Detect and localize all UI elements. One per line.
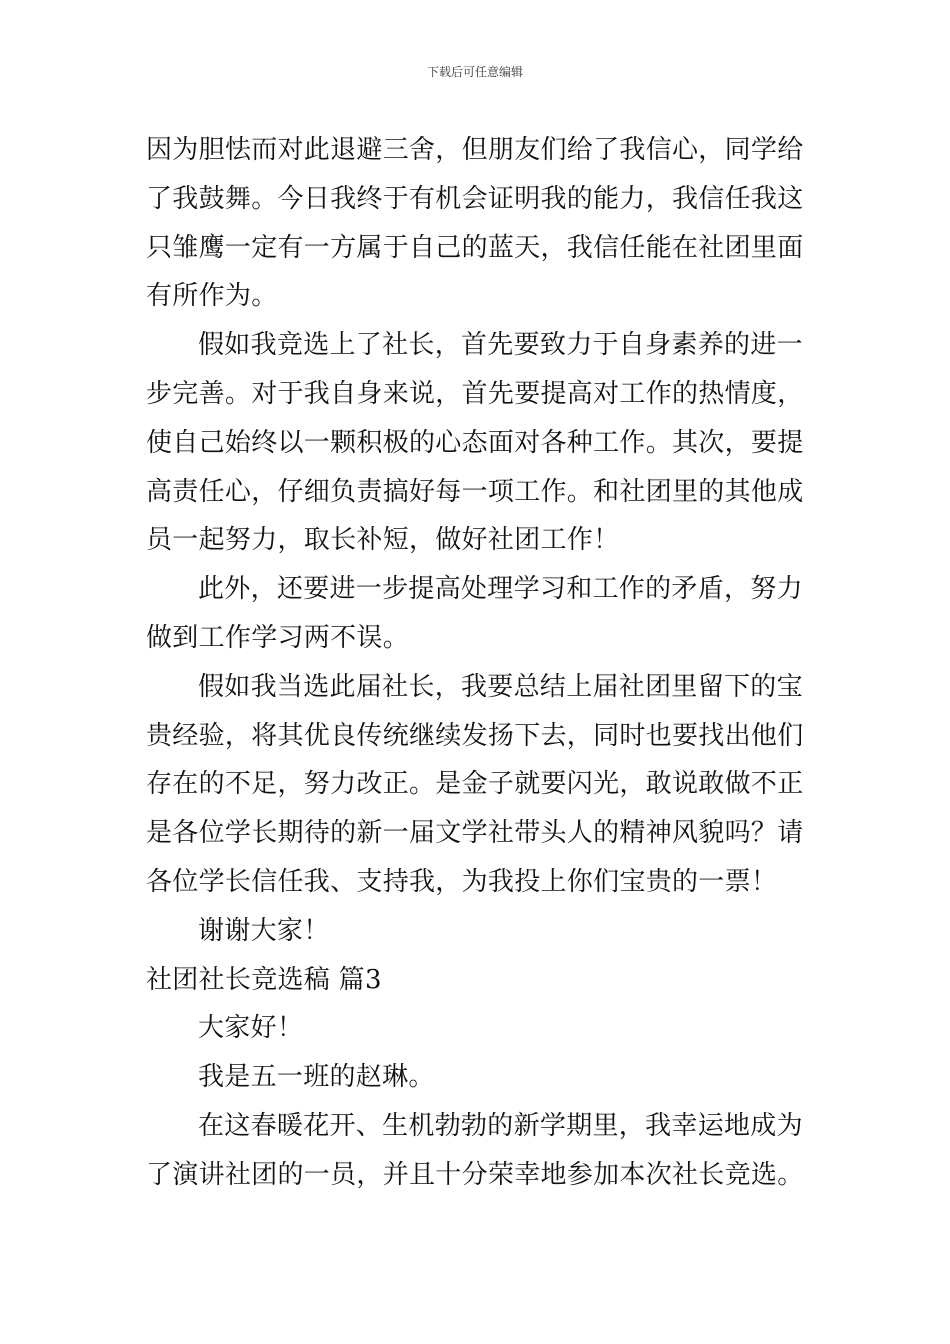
text-line: 因为胆怯而对此退避三舍，但朋友们给了我信心，同学给 (146, 135, 804, 165)
text-line: 高责任心，仔细负责搞好每一项工作。和社团里的其他成 (146, 476, 804, 507)
paragraph-first-line: 我是五一班的赵琳。 (198, 1062, 435, 1093)
text-line: 只雏鹰一定有一方属于自己的蓝天，我信任能在社团里面 (146, 232, 804, 263)
text-line: 了我鼓舞。今日我终于有机会证明我的能力，我信任我这 (146, 183, 804, 214)
text-line: 了演讲社团的一员，并且十分荣幸地参加本次社长竞选。 (146, 1159, 804, 1190)
paragraph-first-line: 谢谢大家！ (198, 915, 330, 946)
paragraph-first-line: 此外，还要进一步提高处理学习和工作的矛盾，努力 (198, 574, 803, 605)
paragraph-first-line: 假如我当选此届社长，我要总结上届社团里留下的宝 (198, 671, 803, 702)
text-line: 步完善。对于我自身来说，首先要提高对工作的热情度， (146, 378, 804, 409)
section-heading: 社团社长竞选稿 篇3 (146, 964, 382, 995)
text-line: 做到工作学习两不误。 (146, 622, 410, 653)
page-header-note: 下载后可任意编辑 (426, 65, 523, 79)
text-line: 各位学长信任我、支持我，为我投上你们宝贵的一票！ (146, 866, 778, 897)
text-line: 是各位学长期待的新一届文学社带头人的精神风貌吗？请 (146, 818, 804, 849)
text-line: 员一起努力，取长补短，做好社团工作！ (146, 525, 620, 556)
paragraph-first-line: 假如我竞选上了社长，首先要致力于自身素养的进一 (198, 330, 803, 361)
text-line: 存在的不足，努力改正。是金子就要闪光，敢说敢做不正 (146, 769, 804, 800)
text-line: 使自己始终以一颗积极的心态面对各种工作。其次，要提 (146, 427, 804, 458)
paragraph-first-line: 在这春暖花开、生机勃勃的新学期里，我幸运地成为 (198, 1110, 803, 1141)
document-body (146, 126, 806, 1200)
paragraph-first-line: 大家好！ (198, 1013, 304, 1044)
text-line: 贵经验，将其优良传统继续发扬下去，同时也要找出他们 (146, 720, 804, 751)
text-line: 有所作为。 (146, 281, 278, 312)
